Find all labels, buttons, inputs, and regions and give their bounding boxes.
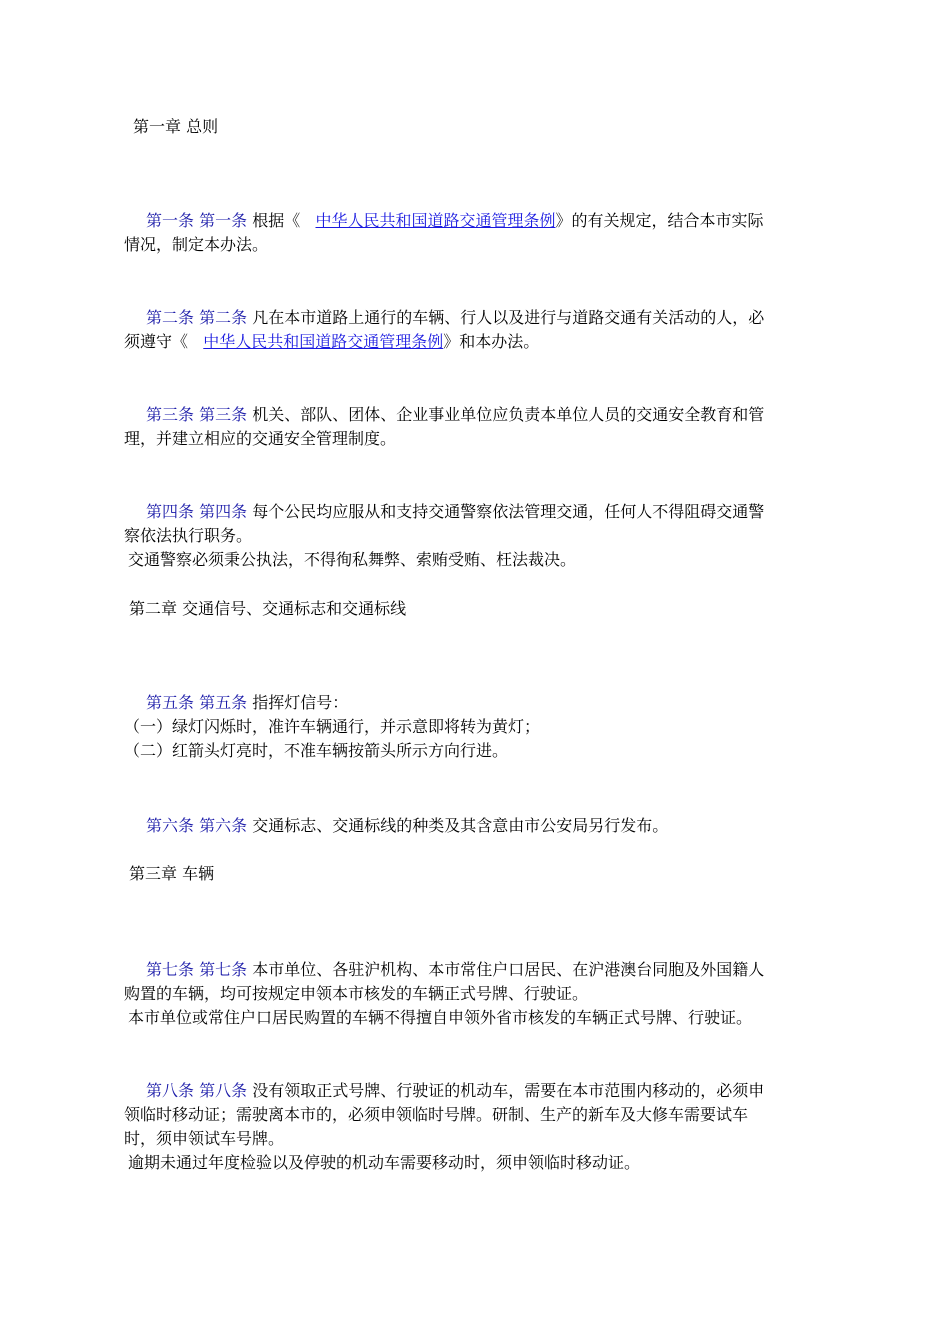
- article-2-label[interactable]: 第二条: [146, 308, 195, 327]
- article-6-text: 交通标志、交通标线的种类及其含意由市公安局另行发布。: [252, 816, 669, 835]
- article-7: [124, 958, 824, 1030]
- article-4-line-2: 察依法执行职务。: [124, 526, 253, 545]
- article-1: [124, 209, 824, 257]
- article-8-label[interactable]: 第八条: [146, 1081, 195, 1100]
- article-6-label[interactable]: 第六条: [146, 816, 195, 835]
- article-5: [124, 691, 824, 763]
- article-4-paragraph-2: 交通警察必须秉公执法，不得徇私舞弊、索贿受贿、枉法裁决。: [128, 550, 577, 569]
- article-7-paragraph-2: 本市单位或常住户口居民购置的车辆不得擅自申领外省市核发的车辆正式号牌、行驶证。: [128, 1008, 753, 1027]
- article-8-paragraph-2: 逾期未通过年度检验以及停驶的机动车需要移动时，须申领临时移动证。: [128, 1153, 641, 1172]
- article-8-label-repeat[interactable]: 第八条: [199, 1081, 248, 1100]
- article-1-label[interactable]: 第一条: [146, 211, 195, 230]
- article-8-text: 没有领取正式号牌、行驶证的机动车，需要在本市范围内移动的，必须申: [252, 1081, 765, 1100]
- article-7-label[interactable]: 第七条: [146, 960, 195, 979]
- article-6: [124, 814, 824, 838]
- article-2: [124, 306, 824, 354]
- article-1-line-2: 情况，制定本办法。: [124, 235, 269, 254]
- article-3-label-repeat[interactable]: 第三条: [199, 405, 248, 424]
- article-3-label[interactable]: 第三条: [146, 405, 195, 424]
- article-5-label-repeat[interactable]: 第五条: [199, 693, 248, 712]
- article-1-text-pre: 根据《: [252, 211, 301, 230]
- article-7-label-repeat[interactable]: 第七条: [199, 960, 248, 979]
- article-6-label-repeat[interactable]: 第六条: [199, 816, 248, 835]
- chapter-2-title: 第二章 交通信号、交通标志和交通标线: [129, 599, 407, 618]
- article-3-line-2: 理，并建立相应的交通安全管理制度。: [124, 429, 397, 448]
- article-2-text-post: 》和本办法。: [443, 332, 540, 351]
- article-1-label-repeat[interactable]: 第一条: [199, 211, 248, 230]
- article-4-label-repeat[interactable]: 第四条: [199, 502, 248, 521]
- article-2-text-pre: 须遵守《: [124, 332, 189, 351]
- article-2-text: 凡在本市道路上通行的车辆、行人以及进行与道路交通有关活动的人，必: [252, 308, 765, 327]
- article-5-label[interactable]: 第五条: [146, 693, 195, 712]
- article-7-text: 本市单位、各驻沪机构、本市常住户口居民、在沪港澳台同胞及外国籍人: [252, 960, 765, 979]
- regulation-link[interactable]: 中华人民共和国道路交通管理条例: [203, 332, 444, 351]
- article-5-text: 指挥灯信号：: [252, 693, 349, 712]
- article-4-text: 每个公民均应服从和支持交通警察依法管理交通，任何人不得阻碍交通警: [252, 502, 765, 521]
- article-3: [124, 403, 824, 451]
- chapter-1-title: 第一章 总则: [133, 117, 219, 136]
- article-2-label-repeat[interactable]: 第二条: [199, 308, 248, 327]
- article-1-text-post: 》的有关规定，结合本市实际: [555, 211, 764, 230]
- regulation-link[interactable]: 中华人民共和国道路交通管理条例: [315, 211, 556, 230]
- article-4: [124, 500, 824, 572]
- article-3-text: 机关、部队、团体、企业事业单位应负责本单位人员的交通安全教育和管: [252, 405, 765, 424]
- article-4-label[interactable]: 第四条: [146, 502, 195, 521]
- chapter-3-title: 第三章 车辆: [129, 864, 215, 883]
- article-8: [124, 1079, 824, 1175]
- article-5-item-2: （二）红箭头灯亮时，不准车辆按箭头所示方向行进。: [124, 741, 509, 760]
- article-5-item-1: （一）绿灯闪烁时，准许车辆通行，并示意即将转为黄灯；: [124, 717, 541, 736]
- article-8-line-2: 领临时移动证；需驶离本市的，必须申领临时号牌。研制、生产的新车及大修车需要试车: [124, 1105, 749, 1124]
- article-7-line-2: 购置的车辆，均可按规定申领本市核发的车辆正式号牌、行驶证。: [124, 984, 589, 1003]
- article-8-line-3: 时，须申领试车号牌。: [124, 1129, 285, 1148]
